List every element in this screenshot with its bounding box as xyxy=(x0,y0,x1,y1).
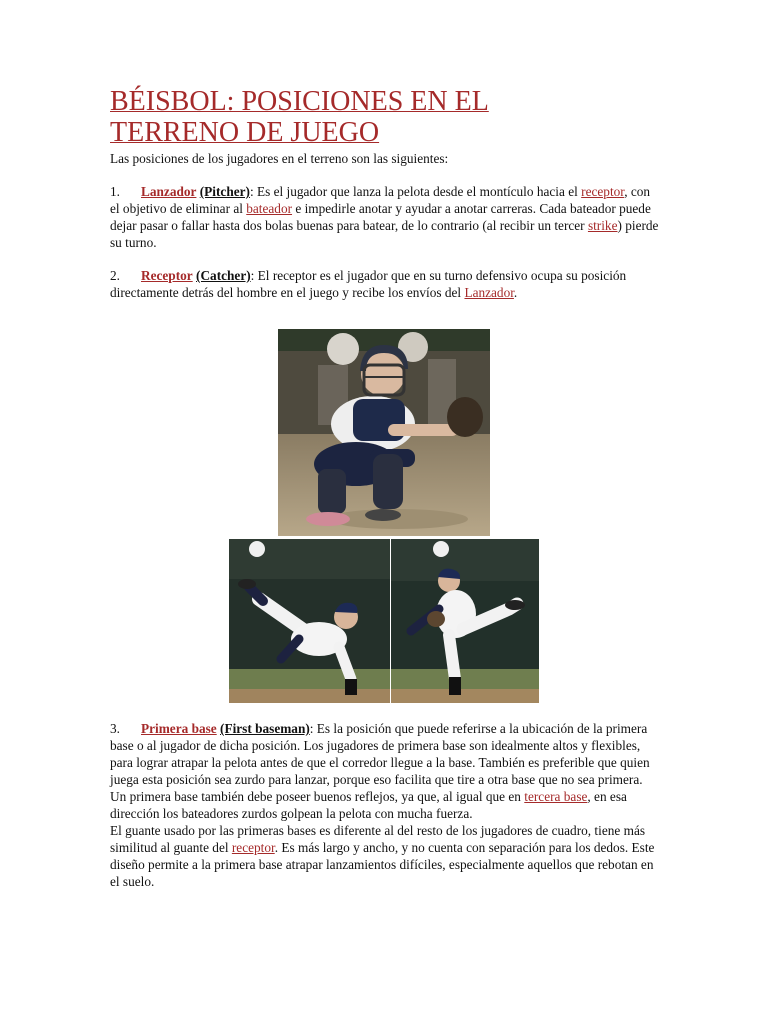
body-text: ) pierde su turno. xyxy=(110,218,659,250)
item-lanzador xyxy=(110,183,660,251)
term-primera-base: Primera base xyxy=(141,721,217,736)
link-receptor-2[interactable]: receptor xyxy=(231,840,275,855)
catcher-photo xyxy=(278,329,490,536)
english-term: (First baseman) xyxy=(220,721,310,736)
title-line-1: BÉISBOL: POSICIONES EN EL xyxy=(110,86,489,117)
pitcher-photo-right xyxy=(391,539,539,703)
page-title xyxy=(110,86,570,148)
intro-paragraph: Las posiciones de los jugadores en el terreno son las siguientes: xyxy=(110,151,449,166)
term-lanzador: Lanzador xyxy=(141,184,197,199)
link-tercera-base[interactable]: tercera base xyxy=(524,789,588,804)
pitcher-photo-left xyxy=(229,539,390,703)
body-text: El guante usado por las primeras bases es diferente al del resto de los jugadores de cuadro, tiene más similitud al guante del xyxy=(110,823,646,855)
link-receptor[interactable]: receptor xyxy=(581,184,625,199)
body-text: , con el objetivo de eliminar al xyxy=(110,184,651,216)
link-bateador[interactable]: bateador xyxy=(246,201,293,216)
title-line-2: TERRENO DE JUEGO xyxy=(110,117,380,148)
link-strike[interactable]: strike xyxy=(587,218,618,233)
body-text: . xyxy=(513,285,518,300)
body-text: : Es la posición que puede referirse a la ubicación de la primera base o al jugador de dicha posición. Los jugadores de primera base son idealmente altos y flexibles, para lograr atrapar la pelota antes de que el corredor llegue a la base. También es preferible que quien juega esta posición sea zurdo para lanzar, porque eso facilita que tire a otra base que no sea primera. Un primera base también debe poseer buenos reflejos, ya que, al igual que en xyxy=(110,721,650,804)
english-term: (Catcher) xyxy=(196,268,251,283)
term-receptor: Receptor xyxy=(141,268,193,283)
item-number: 2. xyxy=(110,268,120,283)
english-term: (Pitcher) xyxy=(199,184,250,199)
body-text: : Es el jugador que lanza la pelota desde el montículo hacia el xyxy=(249,184,582,199)
item-receptor xyxy=(110,267,660,301)
link-lanzador[interactable]: Lanzador xyxy=(464,285,514,300)
body-text: : El receptor es el jugador que en su turno defensivo ocupa su posición directamente detrás del hombre en el juego y recibe los envíos del xyxy=(110,268,627,300)
body-text: . Es más largo y ancho, y no cuenta con separación para los dedos. Este diseño permite a la primera base atrapar lanzamientos difíciles, especialmente aquellos que rebotan en el suelo. xyxy=(110,840,655,889)
body-text: , en esa dirección los bateadores zurdos golpean la pelota con mucha fuerza. xyxy=(110,789,627,821)
item-primera-base xyxy=(110,720,660,890)
item-number: 1. xyxy=(110,184,120,199)
item-number: 3. xyxy=(110,721,120,736)
body-text: e impedirle anotar y ayudar a anotar carreras. Cada bateador puede dejar pasar o fallar hasta dos bolas buenas para batear, de lo contrario (al recibir un tercer xyxy=(110,201,651,233)
